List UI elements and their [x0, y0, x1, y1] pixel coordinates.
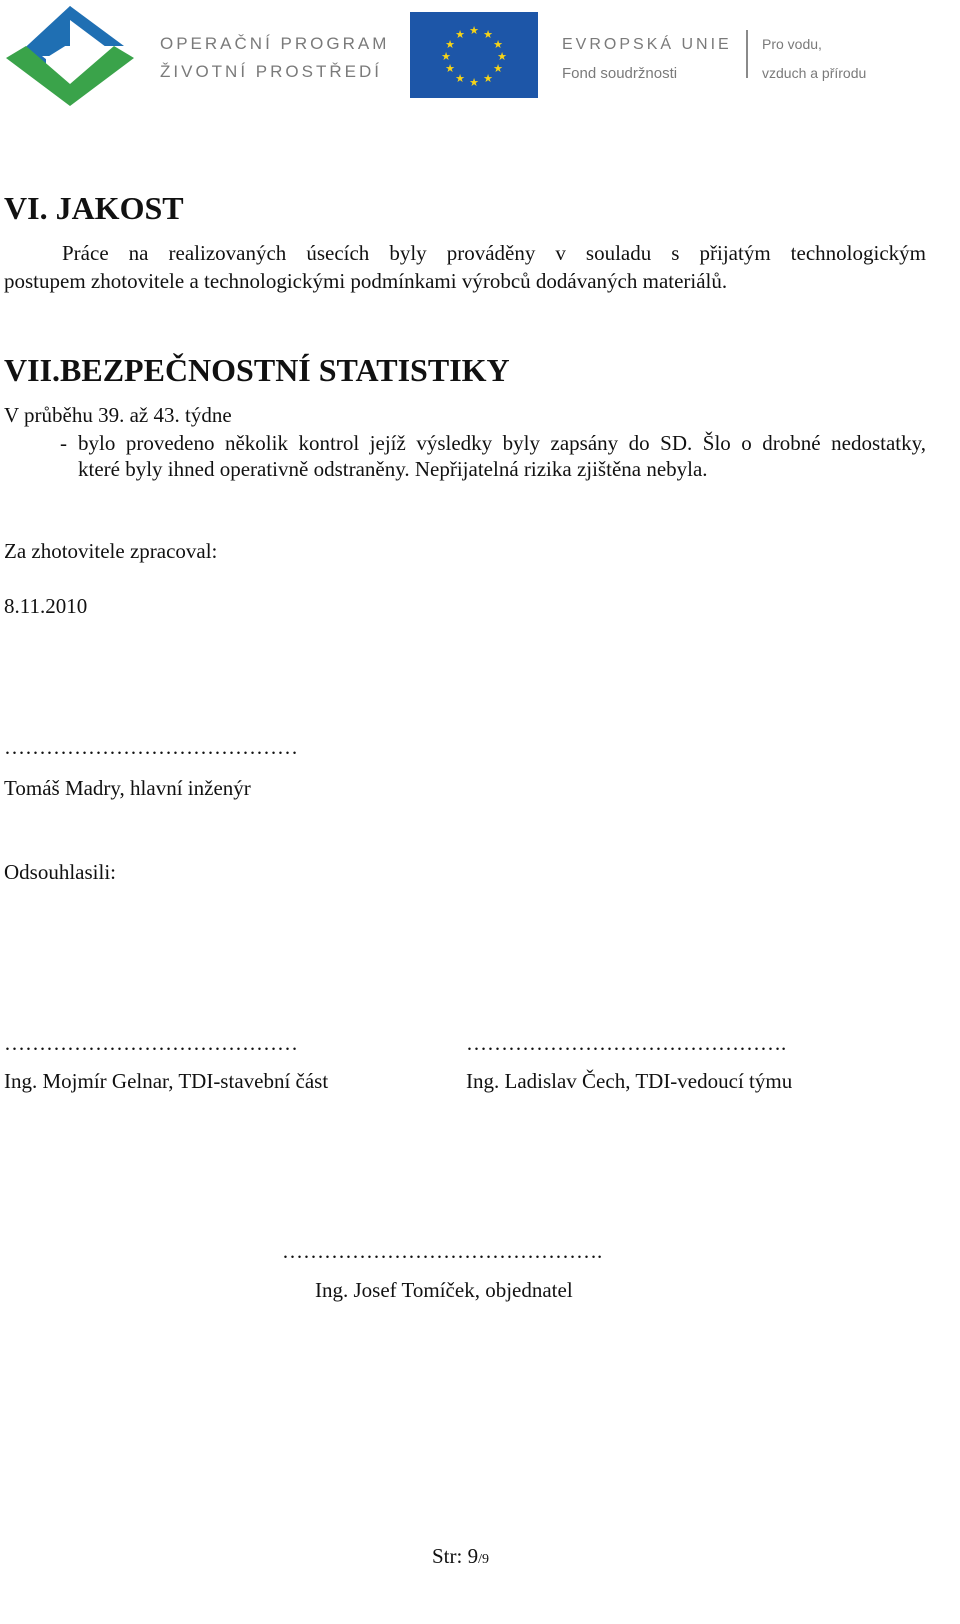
- motto-line-2: vzduch a přírodu: [762, 65, 867, 81]
- svg-text:★: ★: [455, 28, 465, 41]
- page-total: /9: [478, 1552, 489, 1567]
- bullet-marker: -: [60, 431, 67, 455]
- signatory-3: Ing. Ladislav Čech, TDI-vedoucí týmu: [466, 1069, 793, 1093]
- approved-label: Odsouhlasili:: [4, 860, 117, 884]
- svg-text:★: ★: [469, 76, 479, 89]
- svg-text:★: ★: [445, 38, 455, 51]
- section-7-intro: V průběhu 39. až 43. týdne: [4, 403, 232, 427]
- motto: [762, 30, 952, 88]
- section-6-paragraph-line-1: Práce na realizovaných úsecích byly prováděny v souladu s přijatým technologickým: [62, 241, 926, 265]
- svg-text:★: ★: [483, 72, 493, 85]
- header-divider: [746, 30, 748, 78]
- eu-flag-icon: [410, 12, 538, 98]
- signatory-2: Ing. Mojmír Gelnar, TDI-stavební část: [4, 1069, 329, 1093]
- signature-line-1: ……………………………………: [4, 735, 298, 759]
- signature-line-3: ……………………………………….: [466, 1031, 787, 1055]
- program-name: [160, 30, 400, 86]
- svg-text:★: ★: [455, 72, 465, 85]
- page-number: [432, 1544, 489, 1569]
- signature-line-2: ……………………………………: [4, 1031, 298, 1055]
- motto-line-1: Pro vodu,: [762, 36, 822, 52]
- eu-name: [562, 30, 762, 88]
- section-6-paragraph-line-2: postupem zhotovitele a technologickými podmínkami výrobců dodávaných materiálů.: [4, 269, 728, 293]
- program-line-2: ŽIVOTNÍ PROSTŘEDÍ: [160, 62, 382, 81]
- eu-line-1: EVROPSKÁ UNIE: [562, 36, 732, 53]
- document-header: [0, 0, 960, 120]
- opzp-logo-icon: [6, 6, 134, 106]
- section-7-bullet-line-2: které byly ihned operativně odstraněny. Nepřijatelná rizika zjištěna nebyla.: [78, 457, 708, 481]
- section-6-heading: VI. JAKOST: [4, 190, 184, 226]
- eu-line-2: Fond soudržnosti: [562, 65, 678, 82]
- page-label: Str: 9: [432, 1544, 479, 1568]
- svg-text:★: ★: [445, 62, 455, 75]
- signatory-1: Tomáš Madry, hlavní inženýr: [4, 776, 251, 800]
- section-7-heading: VII.BEZPEČNOSTNÍ STATISTIKY: [4, 352, 510, 388]
- svg-text:★: ★: [469, 24, 479, 37]
- svg-text:★: ★: [441, 50, 451, 63]
- signatory-4: Ing. Josef Tomíček, objednatel: [315, 1278, 573, 1302]
- svg-text:★: ★: [493, 62, 503, 75]
- signature-line-4: ……………………………………….: [282, 1239, 603, 1263]
- svg-text:★: ★: [493, 38, 503, 51]
- prepared-by-label: Za zhotovitele zpracoval:: [4, 539, 218, 563]
- svg-text:★: ★: [497, 50, 507, 63]
- document-date: 8.11.2010: [4, 594, 88, 618]
- svg-text:★: ★: [483, 28, 493, 41]
- section-7-bullet-line-1: bylo provedeno několik kontrol jejíž výsledky byly zapsány do SD. Šlo o drobné nedostatky,: [78, 431, 926, 455]
- program-line-1: OPERAČNÍ PROGRAM: [160, 34, 390, 53]
